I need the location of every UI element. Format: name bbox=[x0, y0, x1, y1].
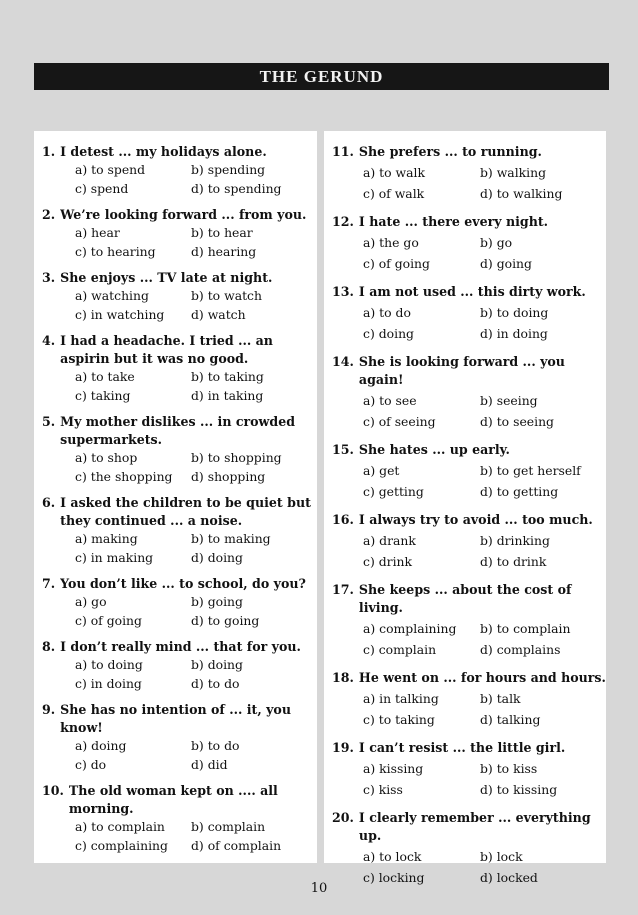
question-text: She has no intention of ... it, you know! bbox=[60, 702, 291, 735]
option-c: c) to taking bbox=[363, 712, 435, 727]
question-12 bbox=[332, 213, 606, 274]
question-number: 4. bbox=[42, 333, 56, 348]
answer-options bbox=[332, 758, 606, 800]
question-number: 18. bbox=[332, 670, 354, 685]
option-b: b) to complain bbox=[480, 621, 571, 636]
question-stem bbox=[332, 809, 606, 845]
question-stem bbox=[42, 575, 317, 593]
answer-options bbox=[42, 656, 317, 693]
question-stem bbox=[42, 143, 317, 161]
option-c: c) spend bbox=[75, 180, 129, 196]
question-10 bbox=[42, 782, 317, 855]
question-stem bbox=[332, 143, 606, 161]
option-c: c) drink bbox=[363, 554, 413, 569]
option-d: d) going bbox=[480, 256, 532, 271]
right-column bbox=[324, 131, 606, 885]
option-a: a) hear bbox=[75, 225, 120, 240]
answer-options bbox=[42, 287, 317, 324]
option-a: a) to complain bbox=[75, 819, 165, 834]
option-a: a) watching bbox=[75, 288, 149, 303]
question-text: My mother dislikes ... in crowded supermarkets. bbox=[60, 414, 296, 447]
question-number: 14. bbox=[332, 354, 354, 369]
question-1 bbox=[42, 143, 317, 198]
option-a: a) drank bbox=[363, 533, 416, 548]
question-number: 5. bbox=[42, 414, 56, 429]
option-d: d) to walking bbox=[480, 186, 563, 201]
answer-options bbox=[332, 302, 606, 344]
question-stem bbox=[42, 638, 317, 656]
question-stem bbox=[332, 213, 606, 231]
option-c: c) complaining bbox=[75, 837, 168, 853]
left-column bbox=[34, 131, 317, 863]
question-text: I had a headache. I tried ... an aspirin but it was no good. bbox=[60, 333, 273, 366]
option-b: b) to kiss bbox=[480, 761, 538, 776]
option-b: b) to taking bbox=[191, 369, 264, 384]
option-d: d) complains bbox=[480, 642, 561, 657]
question-number: 19. bbox=[332, 740, 354, 755]
option-c: c) locking bbox=[363, 870, 425, 885]
option-b: b) to do bbox=[191, 738, 240, 753]
question-11 bbox=[332, 143, 606, 204]
question-text: I can’t resist ... the little girl. bbox=[358, 740, 566, 755]
question-number: 13. bbox=[332, 284, 354, 299]
question-stem bbox=[42, 701, 317, 737]
question-text: She enjoys ... TV late at night. bbox=[60, 270, 273, 285]
question-number: 15. bbox=[332, 442, 354, 457]
option-b: b) go bbox=[480, 235, 513, 250]
option-d: d) doing bbox=[191, 549, 243, 565]
answer-options bbox=[42, 530, 317, 567]
option-c: c) complain bbox=[363, 642, 437, 657]
option-d: d) watch bbox=[191, 306, 246, 322]
question-text: The old woman kept on .... all morning. bbox=[68, 783, 278, 816]
option-a: a) doing bbox=[75, 738, 127, 753]
question-14 bbox=[332, 353, 606, 432]
option-a: a) to walk bbox=[363, 165, 426, 180]
question-text: I clearly remember ... everything up. bbox=[358, 810, 591, 843]
question-text: She is looking forward ... you again! bbox=[358, 354, 565, 387]
option-d: d) to getting bbox=[480, 484, 559, 499]
question-number: 9. bbox=[42, 702, 56, 717]
option-a: a) in talking bbox=[363, 691, 439, 706]
question-5 bbox=[42, 413, 317, 486]
page-number: 10 bbox=[310, 881, 328, 896]
option-c: c) in doing bbox=[75, 675, 142, 691]
option-b: b) drinking bbox=[480, 533, 550, 548]
question-stem bbox=[332, 283, 606, 301]
option-a: a) making bbox=[75, 531, 138, 546]
answer-options bbox=[332, 618, 606, 660]
option-c: c) doing bbox=[363, 326, 414, 341]
question-18 bbox=[332, 669, 606, 730]
option-a: a) get bbox=[363, 463, 400, 478]
question-text: We’re looking forward ... from you. bbox=[60, 207, 307, 222]
option-b: b) seeing bbox=[480, 393, 538, 408]
answer-options bbox=[332, 390, 606, 432]
option-b: b) to watch bbox=[191, 288, 262, 303]
question-number: 20. bbox=[332, 810, 354, 825]
question-4 bbox=[42, 332, 317, 405]
question-stem bbox=[42, 782, 317, 818]
question-text: I don’t really mind ... that for you. bbox=[60, 639, 301, 654]
option-b: b) lock bbox=[480, 849, 523, 864]
option-c: c) of going bbox=[75, 612, 142, 628]
question-stem bbox=[332, 581, 606, 617]
option-a: a) to lock bbox=[363, 849, 422, 864]
question-number: 16. bbox=[332, 512, 354, 527]
question-number: 6. bbox=[42, 495, 56, 510]
question-2 bbox=[42, 206, 317, 261]
answer-options bbox=[42, 224, 317, 261]
answer-options bbox=[332, 162, 606, 204]
option-d: d) locked bbox=[480, 870, 538, 885]
option-a: a) to shop bbox=[75, 450, 138, 465]
question-19 bbox=[332, 739, 606, 800]
option-d: d) to spending bbox=[191, 180, 282, 196]
answer-options bbox=[332, 530, 606, 572]
option-d: d) talking bbox=[480, 712, 541, 727]
option-b: b) going bbox=[191, 594, 243, 609]
option-b: b) spending bbox=[191, 162, 266, 177]
option-d: d) to do bbox=[191, 675, 240, 691]
question-stem bbox=[42, 413, 317, 449]
question-3 bbox=[42, 269, 317, 324]
option-a: a) complaining bbox=[363, 621, 457, 636]
option-d: d) to seeing bbox=[480, 414, 554, 429]
option-b: b) to shopping bbox=[191, 450, 282, 465]
question-17 bbox=[332, 581, 606, 660]
question-number: 1. bbox=[42, 144, 56, 159]
option-a: a) to doing bbox=[75, 657, 143, 672]
option-d: d) to drink bbox=[480, 554, 547, 569]
question-text: You don’t like ... to school, do you? bbox=[60, 576, 306, 591]
option-a: a) go bbox=[75, 594, 107, 609]
question-text: I hate ... there every night. bbox=[358, 214, 549, 229]
question-text: She hates ... up early. bbox=[358, 442, 510, 457]
question-text: She prefers ... to running. bbox=[358, 144, 542, 159]
option-a: a) kissing bbox=[363, 761, 424, 776]
question-stem bbox=[42, 269, 317, 287]
question-number: 7. bbox=[42, 576, 56, 591]
option-c: c) the shopping bbox=[75, 468, 173, 484]
option-a: a) to spend bbox=[75, 162, 146, 177]
option-c: c) of walk bbox=[363, 186, 425, 201]
option-b: b) walking bbox=[480, 165, 547, 180]
question-6 bbox=[42, 494, 317, 567]
option-d: d) shopping bbox=[191, 468, 266, 484]
answer-options bbox=[42, 737, 317, 774]
option-c: c) do bbox=[75, 756, 107, 772]
question-text: She keeps ... about the cost of living. bbox=[358, 582, 572, 615]
question-stem bbox=[332, 739, 606, 757]
question-text: I always try to avoid ... too much. bbox=[358, 512, 593, 527]
option-c: c) of going bbox=[363, 256, 430, 271]
answer-options bbox=[42, 368, 317, 405]
question-13 bbox=[332, 283, 606, 344]
option-b: b) complain bbox=[191, 819, 266, 834]
question-number: 10. bbox=[42, 783, 64, 798]
question-number: 8. bbox=[42, 639, 56, 654]
question-15 bbox=[332, 441, 606, 502]
option-c: c) kiss bbox=[363, 782, 403, 797]
question-16 bbox=[332, 511, 606, 572]
option-d: d) in taking bbox=[191, 387, 264, 403]
answer-options bbox=[42, 593, 317, 630]
option-d: d) to kissing bbox=[480, 782, 558, 797]
option-b: b) to making bbox=[191, 531, 271, 546]
page-title: THE GERUND bbox=[34, 63, 609, 90]
option-b: b) to get herself bbox=[480, 463, 581, 478]
option-b: b) talk bbox=[480, 691, 521, 706]
option-d: d) hearing bbox=[191, 243, 257, 259]
answer-options bbox=[332, 688, 606, 730]
answer-options bbox=[42, 818, 317, 855]
option-a: a) to do bbox=[363, 305, 411, 320]
option-c: c) of seeing bbox=[363, 414, 436, 429]
option-a: a) to take bbox=[75, 369, 135, 384]
question-number: 12. bbox=[332, 214, 354, 229]
question-text: I am not used ... this dirty work. bbox=[358, 284, 586, 299]
option-a: a) the go bbox=[363, 235, 419, 250]
question-stem bbox=[332, 353, 606, 389]
option-d: d) of complain bbox=[191, 837, 282, 853]
answer-options bbox=[332, 460, 606, 502]
option-d: d) in doing bbox=[480, 326, 548, 341]
option-c: c) to hearing bbox=[75, 243, 156, 259]
option-b: b) to hear bbox=[191, 225, 253, 240]
question-stem bbox=[332, 441, 606, 459]
option-c: c) in watching bbox=[75, 306, 165, 322]
question-stem bbox=[332, 511, 606, 529]
option-a: a) to see bbox=[363, 393, 417, 408]
question-stem bbox=[332, 669, 606, 687]
answer-options bbox=[42, 449, 317, 486]
question-number: 3. bbox=[42, 270, 56, 285]
question-number: 17. bbox=[332, 582, 354, 597]
option-c: c) in making bbox=[75, 549, 154, 565]
question-8 bbox=[42, 638, 317, 693]
option-b: b) to doing bbox=[480, 305, 549, 320]
question-stem bbox=[42, 494, 317, 530]
question-stem bbox=[42, 206, 317, 224]
option-d: d) did bbox=[191, 756, 228, 772]
question-9 bbox=[42, 701, 317, 774]
question-text: He went on ... for hours and hours. bbox=[358, 670, 606, 685]
question-text: I asked the children to be quiet but they continued ... a noise. bbox=[60, 495, 311, 528]
option-c: c) taking bbox=[75, 387, 131, 403]
question-20 bbox=[332, 809, 606, 888]
question-number: 11. bbox=[332, 144, 354, 159]
option-b: b) doing bbox=[191, 657, 243, 672]
question-number: 2. bbox=[42, 207, 56, 222]
question-text: I detest ... my holidays alone. bbox=[60, 144, 267, 159]
option-c: c) getting bbox=[363, 484, 424, 499]
answer-options bbox=[42, 161, 317, 198]
question-7 bbox=[42, 575, 317, 630]
option-d: d) to going bbox=[191, 612, 260, 628]
answer-options bbox=[332, 232, 606, 274]
question-stem bbox=[42, 332, 317, 368]
